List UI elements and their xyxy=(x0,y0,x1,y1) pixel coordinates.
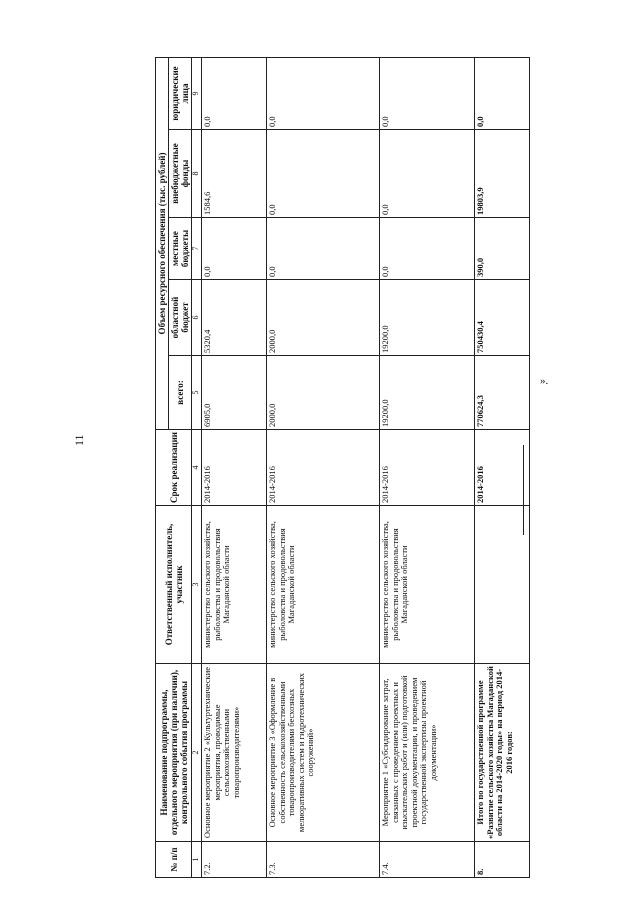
header-executor: Ответственный исполнитель, участник xyxy=(156,506,192,664)
header-row-1 xyxy=(156,57,169,877)
header-local: местные бюджеты xyxy=(169,218,192,280)
table-row xyxy=(267,57,380,877)
row-offbudget: 19803,9 xyxy=(475,130,530,218)
header-legal: юридические лица xyxy=(169,57,192,129)
row-term: 2014-2016 xyxy=(475,430,530,506)
row-local: 0,0 xyxy=(202,218,267,280)
header-resources: Объем ресурсного обеспечения (тыс. рублей) xyxy=(156,57,169,429)
col-number: 2 xyxy=(192,664,202,842)
row-regional: 19200,0 xyxy=(380,280,475,356)
resource-table xyxy=(155,57,530,878)
row-term: 2014-2016 xyxy=(202,430,267,506)
col-number: 9 xyxy=(192,57,202,129)
header-num: № п/п xyxy=(156,842,192,878)
header-name: Наименование подпрограммы, отдельного мероприятия (при наличии), контрольного события программы xyxy=(156,664,192,842)
row-executor: министерство сельского хозяйства, рыболовства и продовольствия Магаданской области xyxy=(267,506,380,664)
header-regional: областной бюджет xyxy=(169,280,192,356)
table-row xyxy=(380,57,475,877)
header-total: всего: xyxy=(169,356,192,430)
row-num: 8. xyxy=(475,842,530,878)
page-number: 11 xyxy=(72,434,86,446)
row-num: 7.2. xyxy=(202,842,267,878)
row-offbudget: 0,0 xyxy=(267,130,380,218)
row-local: 390,0 xyxy=(475,218,530,280)
col-number: 3 xyxy=(192,506,202,664)
table-row xyxy=(202,57,267,877)
row-total: 770624,3 xyxy=(475,356,530,430)
header-offbudget: внебюджетные фонды xyxy=(169,130,192,218)
row-legal: 0,0 xyxy=(380,57,475,129)
row-legal: 0,0 xyxy=(202,57,267,129)
col-number: 4 xyxy=(192,430,202,506)
row-legal: 0,0 xyxy=(475,57,530,129)
row-offbudget: 1584,6 xyxy=(202,130,267,218)
row-executor: министерство сельского хозяйства, рыболовства и продовольствия Магаданской области xyxy=(202,506,267,664)
row-term: 2014-2016 xyxy=(267,430,380,506)
row-name: Мероприятие 1 «Субсидирование затрат, связанных с проведением проектных и изыскательских работ и (или) подготовкой проектной документации, и проведением государственной экспертизы проектной документации» xyxy=(380,664,475,842)
col-number: 7 xyxy=(192,218,202,280)
row-regional: 750430,4 xyxy=(475,280,530,356)
row-name: Основное мероприятие 2 «Культуртехнические мероприятия, проводимые сельскохозяйственными товаропроизводителями» xyxy=(202,664,267,842)
col-number: 5 xyxy=(192,356,202,430)
col-number: 6 xyxy=(192,280,202,356)
rotated-table-container xyxy=(155,58,633,878)
row-local: 0,0 xyxy=(267,218,380,280)
row-executor: министерство сельского хозяйства, рыболовства и продовольствия Магаданской области xyxy=(380,506,475,664)
column-number-row xyxy=(192,57,202,877)
row-num: 7.4. xyxy=(380,842,475,878)
row-legal: 0,0 xyxy=(267,57,380,129)
row-executor xyxy=(475,506,530,664)
col-number: 1 xyxy=(192,842,202,878)
row-term: 2014-2016 xyxy=(380,430,475,506)
col-number: 8 xyxy=(192,130,202,218)
row-total: 6905,0 xyxy=(202,356,267,430)
row-local: 0,0 xyxy=(380,218,475,280)
table-row-total xyxy=(475,57,530,877)
closing-quote: ». xyxy=(540,375,549,387)
row-name: Основное мероприятие 3 «Оформление в собственность сельскохозяйственными товаропроизводителями бесхозных мелиоративных систем и гидротехнических сооружений» xyxy=(267,664,380,842)
row-offbudget: 0,0 xyxy=(380,130,475,218)
row-regional: 2000,0 xyxy=(267,280,380,356)
row-regional: 5320,4 xyxy=(202,280,267,356)
row-num: 7.3. xyxy=(267,842,380,878)
header-term: Срок реализации xyxy=(156,430,192,506)
row-name: Итого по государственной программе «Развитие сельского хозяйства Магаданской области на 2014-2020 годы» на период 2014-2016 годов: xyxy=(475,664,530,842)
row-total: 19200,0 xyxy=(380,356,475,430)
row-total: 2000,0 xyxy=(267,356,380,430)
